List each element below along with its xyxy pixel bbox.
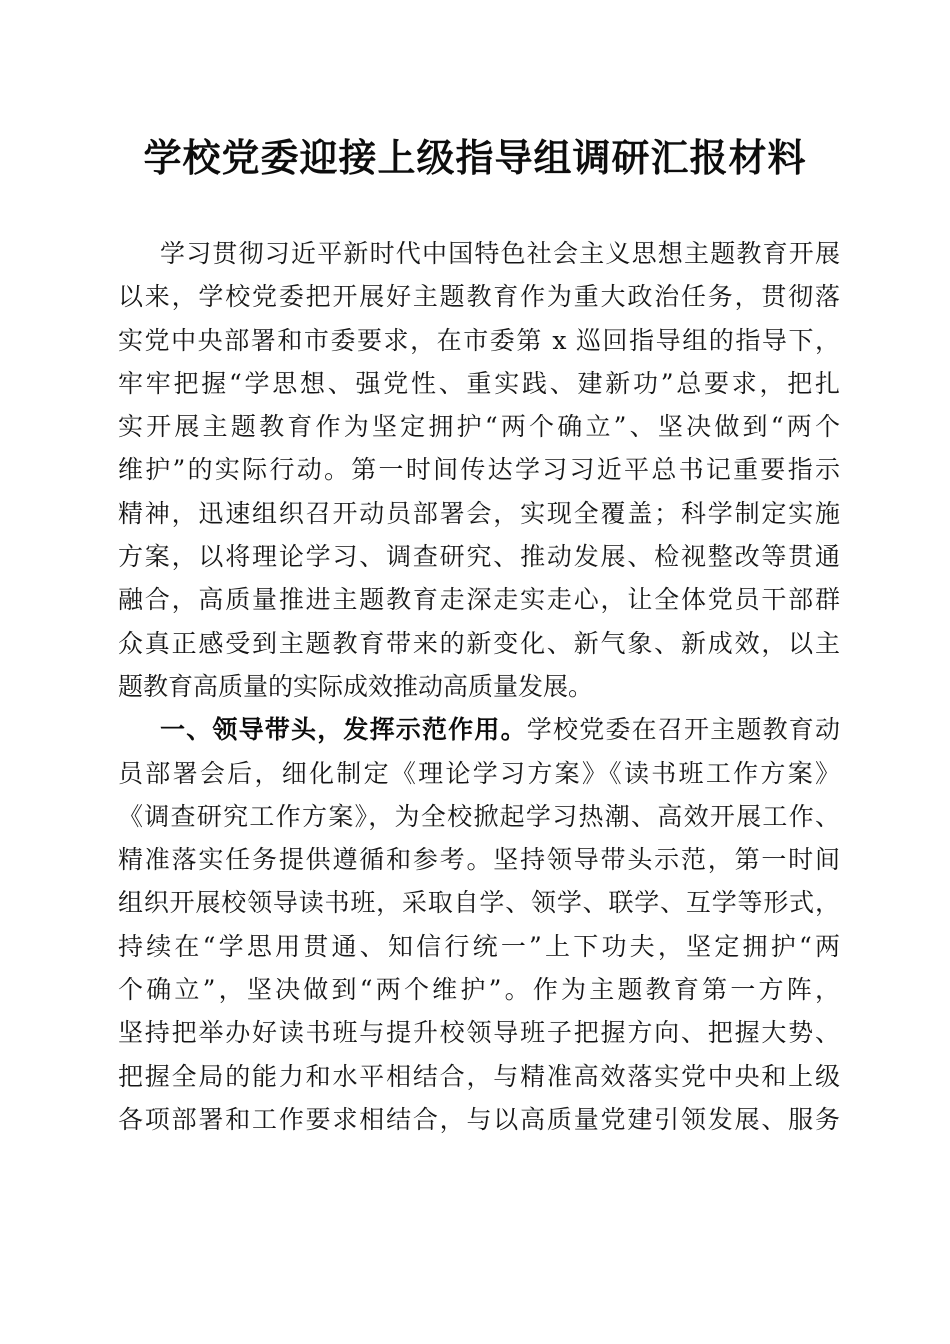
intro-line: 众真正感受到主题教育带来的新变化、新气象、新成效，以主	[118, 628, 840, 658]
document-body	[118, 232, 840, 1141]
section-line: 各项部署和工作要求相结合，与以高质量党建引领发展、服务	[118, 1104, 840, 1134]
section-line: 持续在“学思用贯通、知信行统一”上下功夫，坚定拥护“两	[118, 931, 840, 961]
section-first-line	[118, 708, 840, 751]
intro-line: 融合，高质量推进主题教育走深走实走心，让全体党员干部群	[118, 585, 840, 615]
section-line: 组织开展校领导读书班，采取自学、领学、联学、互学等形式，	[118, 888, 840, 918]
intro-line: 实党中央部署和市委要求，在市委第 x 巡回指导组的指导下，	[118, 325, 840, 355]
section-line: 员部署会后，细化制定《理论学习方案》《读书班工作方案》	[118, 758, 840, 788]
intro-line: 以来，学校党委把开展好主题教育作为重大政治任务，贯彻落	[118, 282, 840, 312]
section-line: 《调查研究工作方案》，为全校掀起学习热潮、高效开展工作、	[118, 801, 840, 831]
intro-line: 题教育高质量的实际成效推动高质量发展。	[118, 671, 594, 701]
intro-line: 方案，以将理论学习、调查研究、推动发展、检视整改等贯通	[118, 542, 840, 572]
intro-line: 精神，迅速组织召开动员部署会，实现全覆盖；科学制定实施	[118, 498, 840, 528]
section-line: 精准落实任务提供遵循和参考。坚持领导带头示范，第一时间	[118, 845, 840, 875]
intro-line: 维护”的实际行动。第一时间传达学习习近平总书记重要指示	[118, 455, 840, 485]
section-line: 坚持把举办好读书班与提升校领导班子把握方向、把握大势、	[118, 1018, 840, 1048]
section-first-line-text: 学校党委在召开主题教育动	[526, 715, 840, 745]
section-line: 个确立”，坚决做到“两个维护”。作为主题教育第一方阵，	[118, 975, 840, 1005]
intro-line: 学习贯彻习近平新时代中国特色社会主义思想主题教育开展	[160, 239, 840, 268]
document-title: 学校党委迎接上级指导组调研汇报材料	[143, 135, 807, 180]
section-heading: 一、领导带头，发挥示范作用。	[160, 715, 527, 745]
intro-line: 牢牢把握“学思想、强党性、重实践、建新功”总要求，把扎	[118, 368, 840, 398]
intro-line: 实开展主题教育作为坚定拥护“两个确立”、坚决做到“两个	[118, 412, 840, 442]
section-line: 把握全局的能力和水平相结合，与精准高效落实党中央和上级	[118, 1061, 840, 1091]
